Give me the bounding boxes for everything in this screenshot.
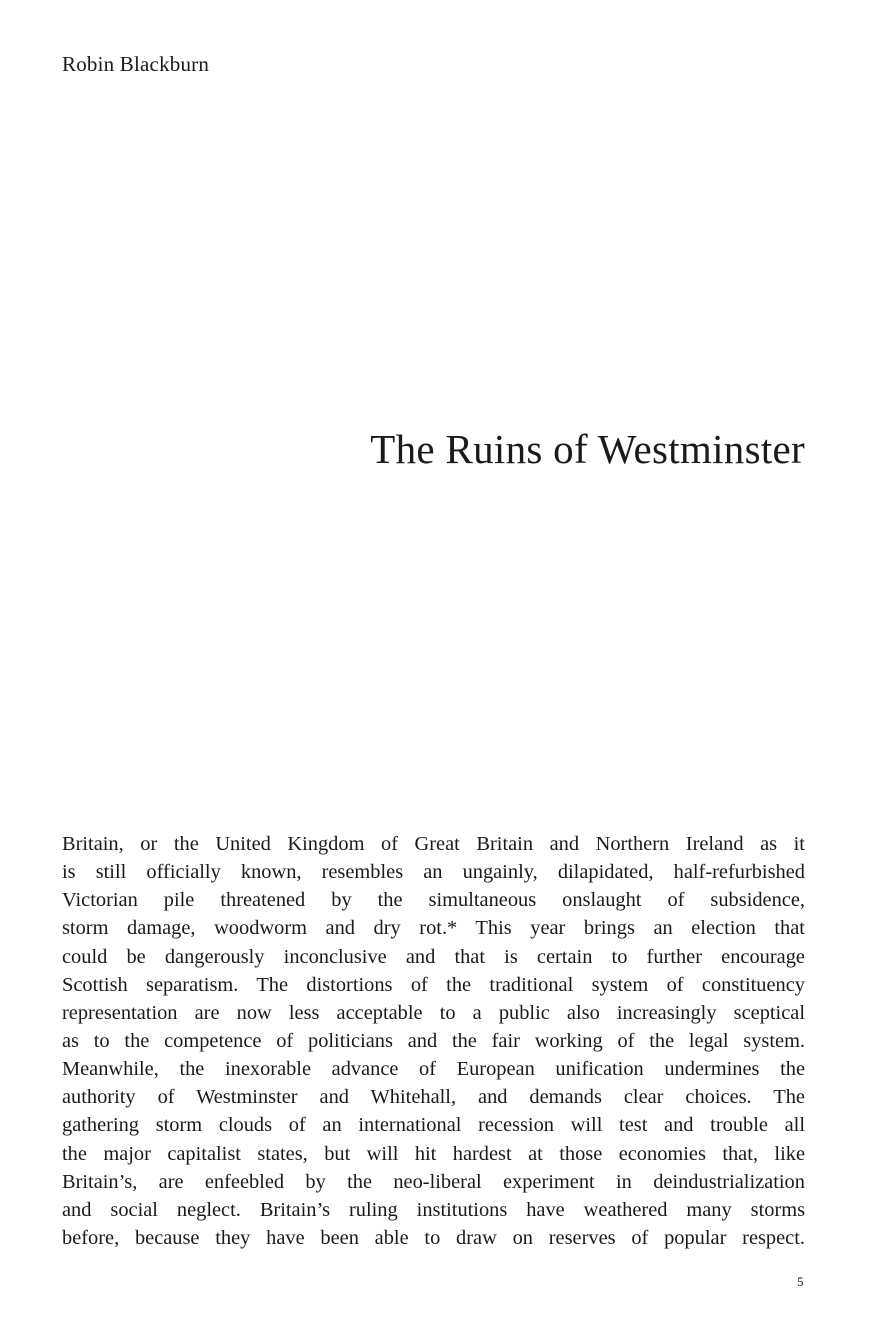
body-line: Scottish separatism. The distortions of the traditional system of constituency bbox=[62, 973, 805, 996]
author-name: Robin Blackburn bbox=[62, 52, 210, 76]
body-line: Victorian pile threatened by the simultaneous onslaught of subsidence, bbox=[62, 889, 805, 912]
body-line: before, because they have been able to draw on reserves of popular respect. bbox=[62, 1226, 805, 1249]
body-line: gathering storm clouds of an international recession will test and trouble all bbox=[62, 1114, 806, 1137]
page-number: 5 bbox=[797, 1274, 804, 1289]
body-line: and social neglect. Britain’s ruling institutions have weathered many storms bbox=[62, 1198, 806, 1221]
body-line: representation are now less acceptable to a public also increasingly sceptical bbox=[62, 1001, 805, 1024]
body-line: as to the competence of politicians and the fair working of the legal system. bbox=[62, 1029, 806, 1052]
body-line: authority of Westminster and Whitehall, and demands clear choices. The bbox=[62, 1086, 805, 1109]
body-line: Meanwhile, the inexorable advance of European unification undermines the bbox=[62, 1058, 806, 1081]
body-line: Britain’s, are enfeebled by the neo-liberal experiment in deindustrialization bbox=[62, 1170, 805, 1193]
article-body bbox=[62, 830, 805, 1252]
body-line: is still officially known, resembles an ungainly, dilapidated, half-refurbished bbox=[62, 861, 805, 884]
body-line: could be dangerously inconclusive and that is certain to further encourage bbox=[62, 945, 805, 968]
body-line: the major capitalist states, but will hit hardest at those economies that, like bbox=[62, 1142, 805, 1165]
body-line: storm damage, woodworm and dry rot.* This year brings an election that bbox=[62, 917, 805, 940]
body-line: Britain, or the United Kingdom of Great Britain and Northern Ireland as it bbox=[62, 833, 805, 855]
article-title: The Ruins of Westminster bbox=[370, 426, 805, 472]
